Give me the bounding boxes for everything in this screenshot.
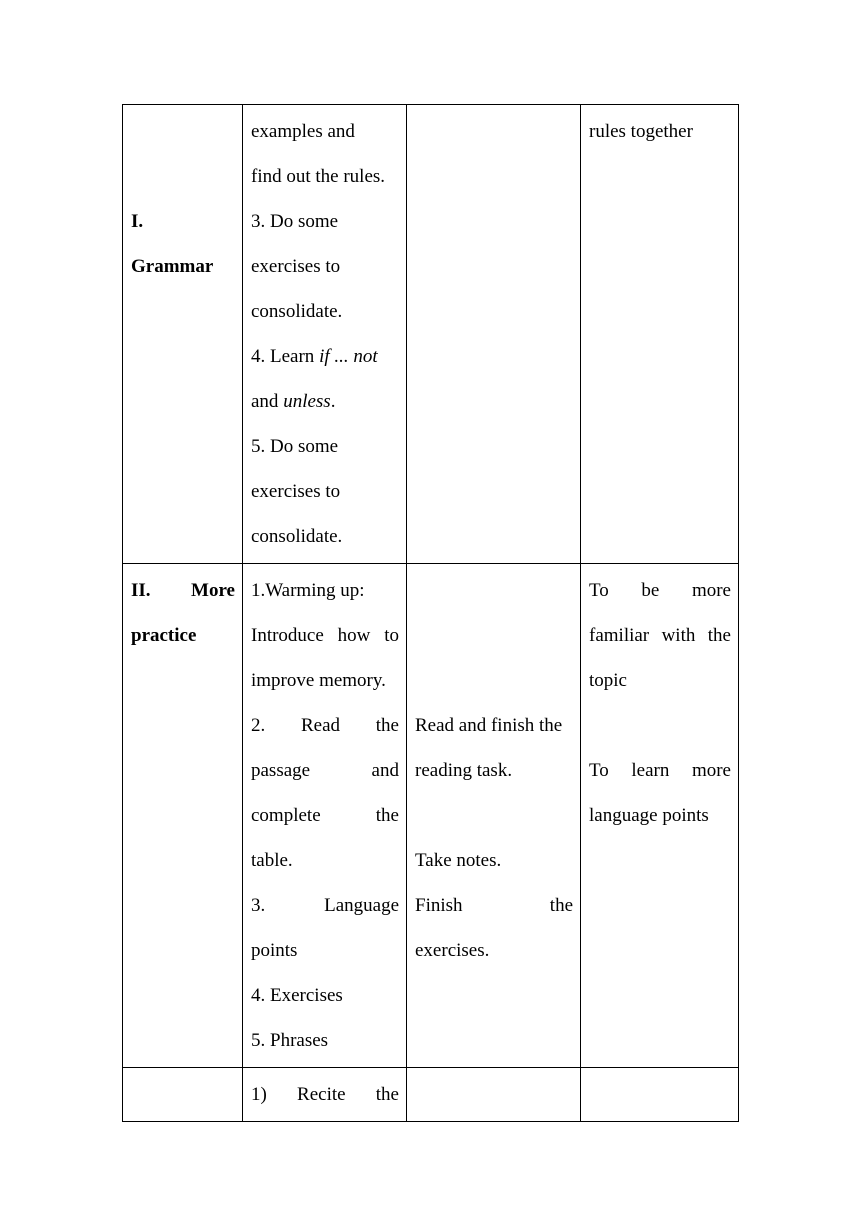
purpose-line: To be more [589, 580, 731, 601]
table-row-grammar [123, 105, 739, 564]
purpose-cell-more-practice [581, 564, 739, 1068]
section-number: II. [131, 580, 151, 601]
activity-line: 1) Recite the [251, 1084, 399, 1105]
section-title-word: More [191, 580, 235, 601]
table-row-more-practice [123, 564, 739, 1068]
activity-line: 3. Do some [251, 211, 339, 232]
activity-line: complete the [251, 805, 399, 826]
section-number: I. [131, 211, 144, 232]
table-row-homework [123, 1068, 739, 1122]
learn-and: and [251, 391, 284, 412]
learn-period: . [330, 391, 336, 412]
section-cell-more-practice [123, 564, 243, 1068]
activity-line: 1.Warming up: [251, 580, 365, 601]
activity-line: 5. Do some [251, 436, 339, 457]
activity-line: improve memory. [251, 670, 386, 691]
purpose-cell-grammar [581, 105, 739, 564]
student-line: Finish the [415, 895, 573, 916]
purpose-line: language points [589, 805, 709, 826]
section-cell-grammar [123, 105, 243, 564]
student-cell-more-practice [407, 564, 581, 1068]
section-cell-empty [123, 1068, 243, 1122]
activity-line: 5. Phrases [251, 1030, 329, 1051]
lesson-plan-table [122, 104, 739, 1122]
activity-line: passage and [251, 760, 399, 781]
activity-line: 3. Language [251, 895, 399, 916]
activity-line: points [251, 940, 298, 961]
section-title-line [131, 568, 235, 613]
activity-line: exercises to [251, 481, 341, 502]
activities-cell-grammar [243, 105, 407, 564]
learn-unless: unless [283, 391, 331, 412]
activity-line: consolidate. [251, 526, 343, 547]
student-cell-grammar [407, 105, 581, 564]
activities-cell-homework [243, 1068, 407, 1122]
purpose-line: topic [589, 670, 627, 691]
activity-line-learn [251, 334, 399, 379]
activity-line: consolidate. [251, 301, 343, 322]
section-title: Grammar [131, 256, 214, 277]
purpose-line: rules together [589, 121, 693, 142]
section-title: practice [131, 625, 197, 646]
activity-line: examples and [251, 121, 355, 142]
activity-line: 4. Exercises [251, 985, 343, 1006]
purpose-line: To learn more [589, 760, 731, 781]
activities-cell-more-practice [243, 564, 407, 1068]
purpose-cell-empty [581, 1068, 739, 1122]
student-line: Read and finish the [415, 715, 563, 736]
purpose-line: familiar with the [589, 625, 731, 646]
activity-line: exercises to [251, 256, 341, 277]
learn-if-not: if ... not [319, 346, 378, 367]
activity-line-unless [251, 379, 399, 424]
student-line: reading task. [415, 760, 513, 781]
student-line: Take notes. [415, 850, 502, 871]
activity-line: find out the rules. [251, 166, 386, 187]
activity-line: Introduce how to [251, 625, 399, 646]
activity-line: 2. Read the [251, 715, 399, 736]
student-line: exercises. [415, 940, 490, 961]
learn-prefix: 4. Learn [251, 346, 320, 367]
student-cell-empty [407, 1068, 581, 1122]
activity-line: table. [251, 850, 293, 871]
